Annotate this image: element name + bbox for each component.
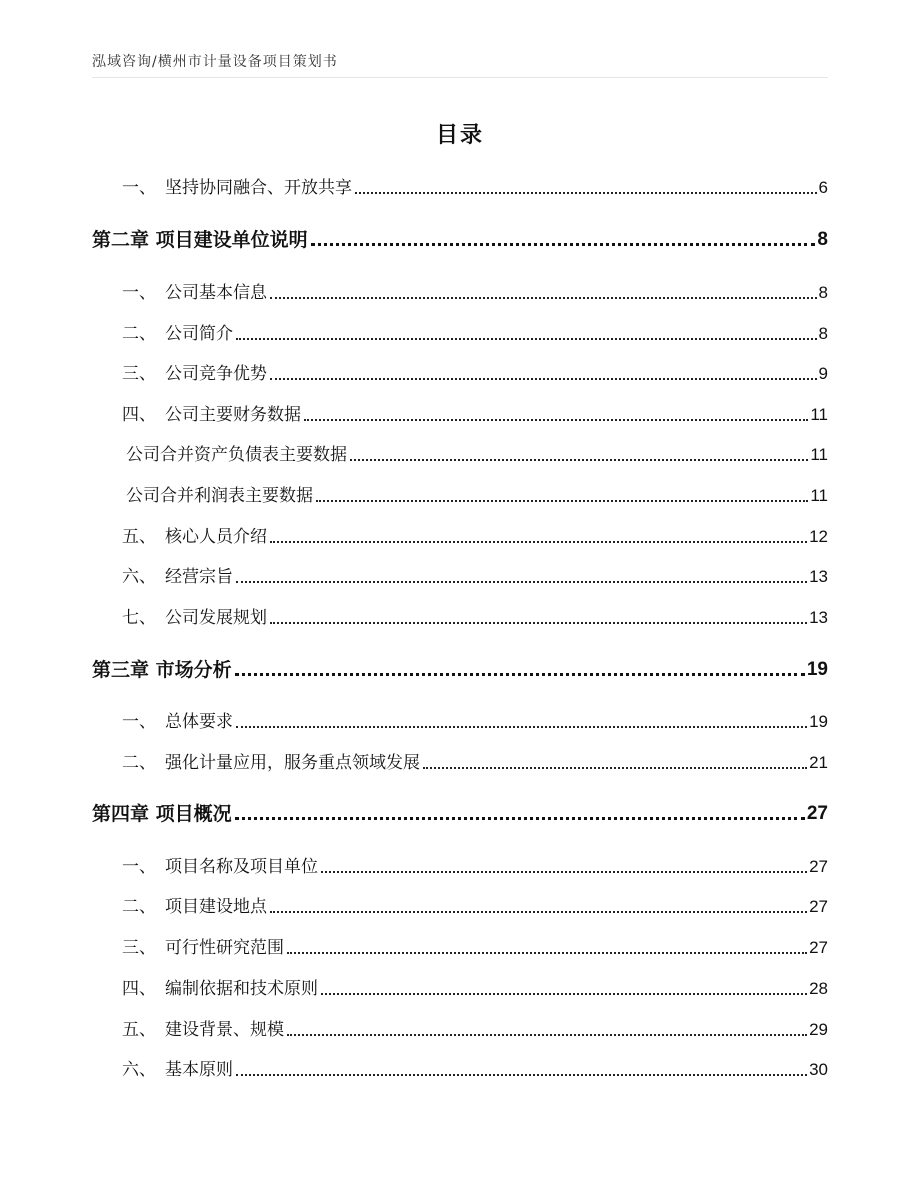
running-header: 泓域咨询/横州市计量设备项目策划书 — [92, 54, 338, 70]
toc-chapter-entry[interactable] — [92, 796, 828, 826]
dot-leader — [270, 297, 817, 299]
toc-entry-number: 二、 — [122, 897, 156, 917]
toc-entry-page: 8 — [817, 229, 828, 250]
dot-leader — [236, 1074, 807, 1076]
toc-entry[interactable] — [92, 275, 828, 305]
toc-entry-page: 6 — [818, 178, 828, 197]
toc-entry[interactable] — [92, 930, 828, 960]
dot-leader — [270, 622, 807, 624]
toc-chapter-entry[interactable] — [92, 222, 828, 252]
toc-entry-number: 五、 — [122, 527, 156, 547]
dot-leader — [287, 952, 807, 954]
dot-leader — [236, 338, 817, 340]
toc-entry-number: 七、 — [122, 608, 156, 628]
dot-leader — [270, 541, 807, 543]
toc-entry-label: 编制依据和技术原则 — [165, 979, 318, 999]
toc-entry[interactable] — [92, 170, 828, 200]
dot-leader — [235, 673, 805, 676]
toc-entry-label: 公司合并利润表主要数据 — [126, 486, 313, 506]
toc-entry-page: 29 — [809, 1020, 828, 1039]
toc-entry-page: 11 — [810, 486, 828, 505]
toc-entry-page: 19 — [806, 659, 828, 680]
toc-entry-label: 项目建设地点 — [165, 897, 267, 917]
dot-leader — [423, 767, 807, 769]
toc-entry-number: 三、 — [122, 938, 156, 958]
toc-entry-number: 五、 — [122, 1020, 156, 1040]
toc-entry-page: 8 — [818, 283, 828, 302]
toc-entry-number: 二、 — [122, 753, 156, 773]
toc-entry-label: 项目名称及项目单位 — [165, 857, 318, 877]
toc-entry-page: 30 — [809, 1060, 828, 1079]
toc-entry-label: 公司竞争优势 — [165, 364, 267, 384]
toc-entry-page: 12 — [809, 527, 828, 546]
toc-entry[interactable] — [92, 316, 828, 346]
toc-entry-number: 六、 — [122, 1060, 156, 1080]
dot-leader — [311, 243, 816, 246]
dot-leader — [270, 378, 817, 380]
toc-entry[interactable] — [92, 1012, 828, 1042]
toc-entry-page: 27 — [809, 857, 828, 876]
dot-leader — [321, 993, 807, 995]
toc-entry-label: 公司合并资产负债表主要数据 — [126, 445, 347, 465]
toc-entry-label: 可行性研究范围 — [165, 938, 284, 958]
toc-entry-number: 六、 — [122, 567, 156, 587]
dot-leader — [236, 726, 807, 728]
toc-entry-number: 一、 — [122, 178, 156, 198]
header-divider — [92, 77, 828, 78]
toc-entry[interactable] — [92, 849, 828, 879]
toc-entry-page: 9 — [818, 364, 828, 383]
toc-entry-page: 28 — [809, 979, 828, 998]
toc-entry[interactable] — [92, 600, 828, 630]
toc-entry-label: 第四章 项目概况 — [92, 803, 232, 825]
toc-entry-page: 27 — [809, 897, 828, 916]
dot-leader — [304, 419, 808, 421]
dot-leader — [270, 911, 807, 913]
dot-leader — [355, 192, 817, 194]
toc-entry-label: 坚持协同融合、开放共享 — [165, 178, 352, 198]
dot-leader — [316, 500, 808, 502]
toc-entry-label: 建设背景、规模 — [165, 1020, 284, 1040]
dot-leader — [235, 817, 805, 820]
toc-entry[interactable] — [92, 889, 828, 919]
toc-entry-label: 基本原则 — [165, 1060, 233, 1080]
toc-chapter-entry[interactable] — [92, 652, 828, 682]
toc-entry-page: 13 — [809, 567, 828, 586]
toc-entry[interactable] — [92, 478, 828, 508]
toc-entry[interactable] — [92, 704, 828, 734]
toc-entry[interactable] — [92, 745, 828, 775]
toc-entry-page: 27 — [809, 938, 828, 957]
dot-leader — [236, 581, 807, 583]
toc-entry[interactable] — [92, 437, 828, 467]
dot-leader — [287, 1034, 807, 1036]
toc-entry-page: 8 — [818, 324, 828, 343]
toc-entry-page: 13 — [809, 608, 828, 627]
toc-entry[interactable] — [92, 971, 828, 1001]
toc-entry-label: 公司基本信息 — [165, 283, 267, 303]
toc-entry-page: 21 — [809, 753, 828, 772]
toc-entry-label: 公司发展规划 — [165, 608, 267, 628]
toc-entry-label: 公司主要财务数据 — [165, 405, 301, 425]
toc-entry-number: 一、 — [122, 857, 156, 877]
dot-leader — [321, 871, 807, 873]
toc-entry-label: 第二章 项目建设单位说明 — [92, 229, 308, 251]
toc-entry-page: 19 — [809, 712, 828, 731]
toc-entry-page: 11 — [810, 445, 828, 464]
toc-entry-number: 一、 — [122, 712, 156, 732]
toc-entry-page: 27 — [806, 803, 828, 824]
toc-entry-number: 三、 — [122, 364, 156, 384]
toc-entry-label: 核心人员介绍 — [165, 527, 267, 547]
toc-entry[interactable] — [92, 559, 828, 589]
toc-entry-label: 公司简介 — [165, 324, 233, 344]
dot-leader — [350, 459, 808, 461]
toc-entry[interactable] — [92, 356, 828, 386]
toc-entry-label: 经营宗旨 — [165, 567, 233, 587]
toc-entry-label: 第三章 市场分析 — [92, 659, 232, 681]
toc-entry[interactable] — [92, 1052, 828, 1082]
toc-entry-label: 总体要求 — [165, 712, 233, 732]
toc-entry-number: 二、 — [122, 324, 156, 344]
toc-entry[interactable] — [92, 397, 828, 427]
toc-entry-number: 四、 — [122, 979, 156, 999]
toc-entry-number: 一、 — [122, 283, 156, 303]
toc-entry-number: 四、 — [122, 405, 156, 425]
toc-entry[interactable] — [92, 519, 828, 549]
toc-entry-page: 11 — [810, 405, 828, 424]
toc-title: 目录 — [435, 123, 484, 148]
toc-entry-label: 强化计量应用，服务重点领域发展 — [165, 753, 420, 773]
